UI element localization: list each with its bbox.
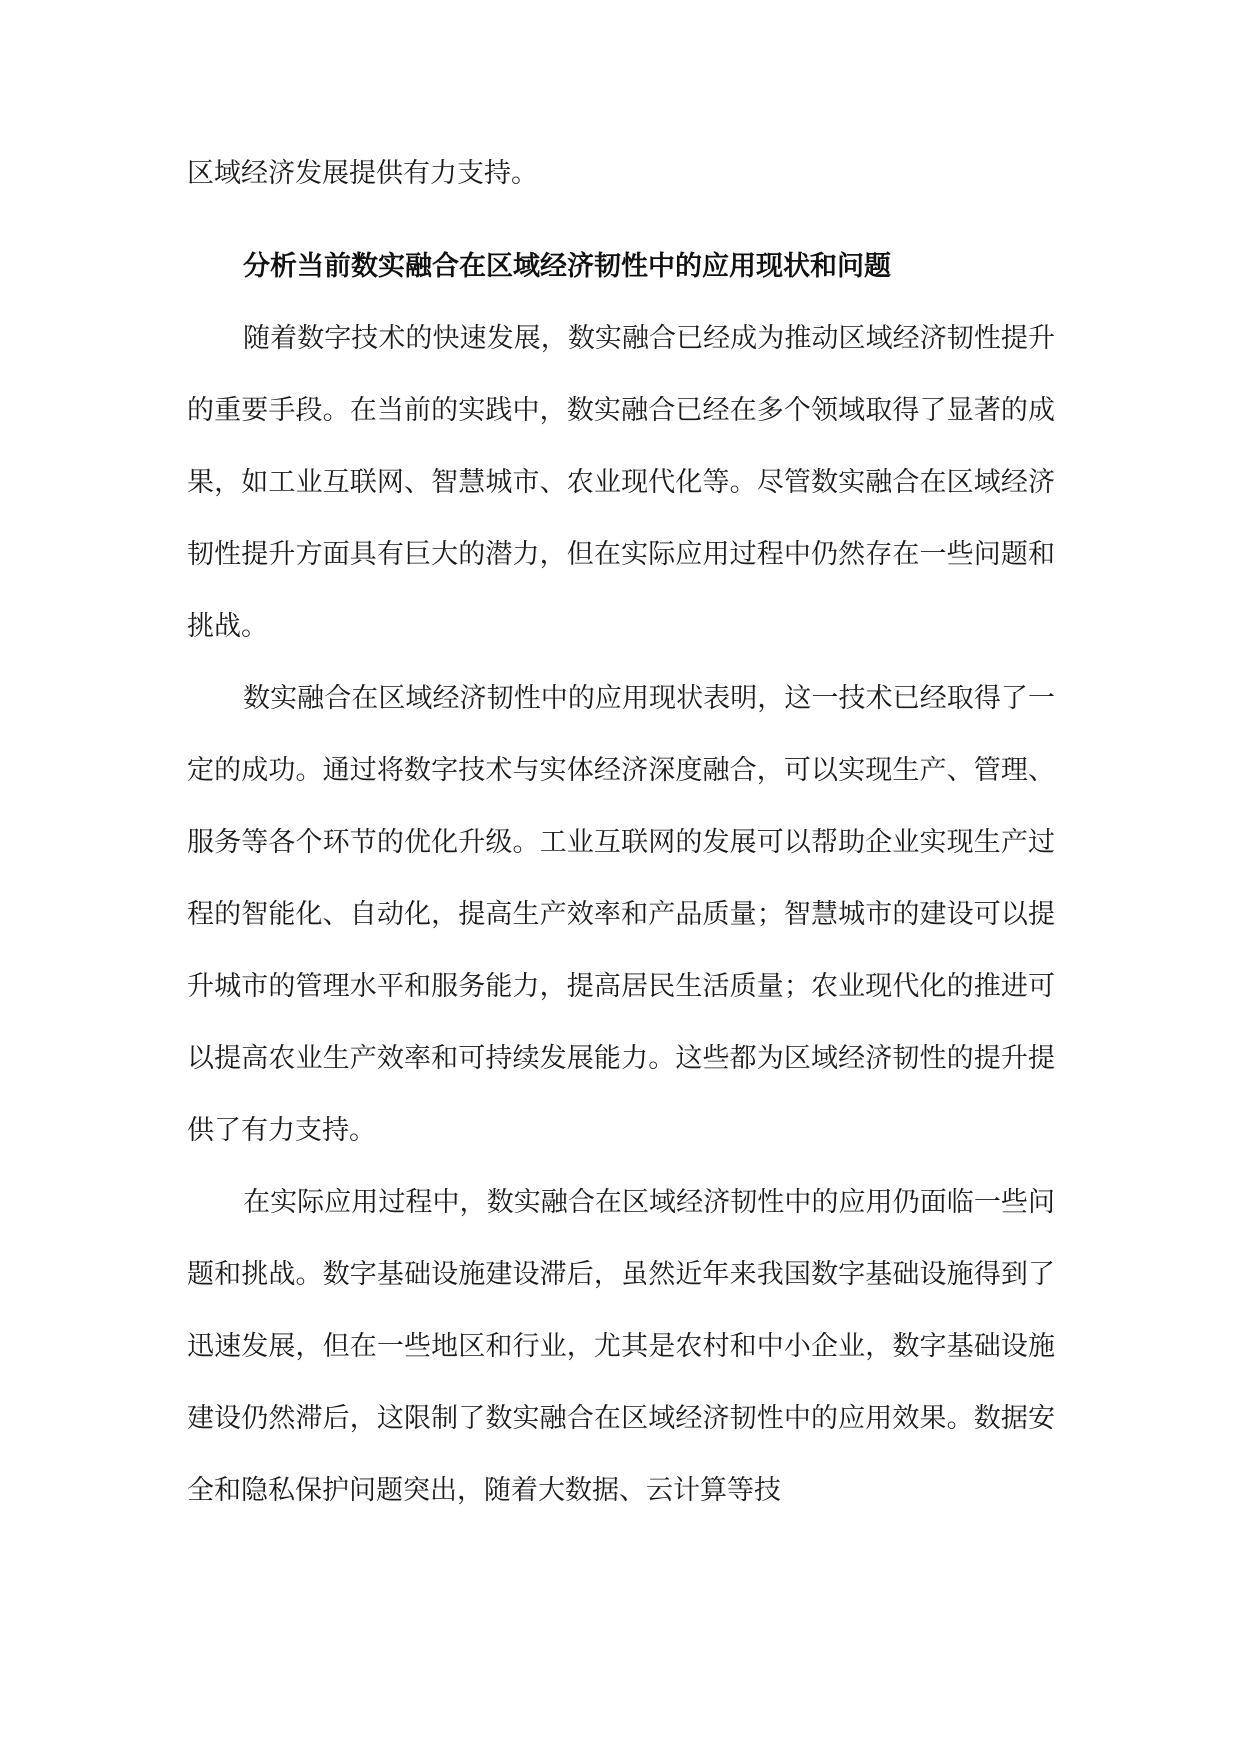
continued-paragraph: 区域经济发展提供有力支持。 [187,158,538,189]
body-paragraph-1: 随着数字技术的快速发展，数实融合已经成为推动区域经济韧性提升的重要手段。在当前的实践中，数实融合已经在多个领域取得了显著的成果，如工业互联网、智慧城市、农业现代化等。尽管数实融合在区域经济韧性提升方面具有巨大的潜力，但在实际应用过程中仍然存在一些问题和挑战。 [187,323,1055,642]
document-body [187,138,1055,1527]
body-paragraph-3: 在实际应用过程中，数实融合在区域经济韧性中的应用仍面临一些问题和挑战。数字基础设施建设滞后，虽然近年来我国数字基础设施得到了迅速发展，但在一些地区和行业，尤其是农村和中小企业，数字基础设施建设仍然滞后，这限制了数实融合在区域经济韧性中的应用效果。数据安全和隐私保护问题突出，随着大数据、云计算等技 [187,1187,1055,1506]
body-paragraph-2: 数实融合在区域经济韧性中的应用现状表明，这一技术已经取得了一定的成功。通过将数字技术与实体经济深度融合，可以实现生产、管理、服务等各个环节的优化升级。工业互联网的发展可以帮助企业实现生产过程的智能化、自动化，提高生产效率和产品质量；智慧城市的建设可以提升城市的管理水平和服务能力，提高居民生活质量；农业现代化的推进可以提高农业生产效率和可持续发展能力。这些都为区域经济韧性的提升提供了有力支持。 [187,683,1055,1146]
section-heading: 分析当前数实融合在区域经济韧性中的应用现状和问题 [243,251,891,282]
